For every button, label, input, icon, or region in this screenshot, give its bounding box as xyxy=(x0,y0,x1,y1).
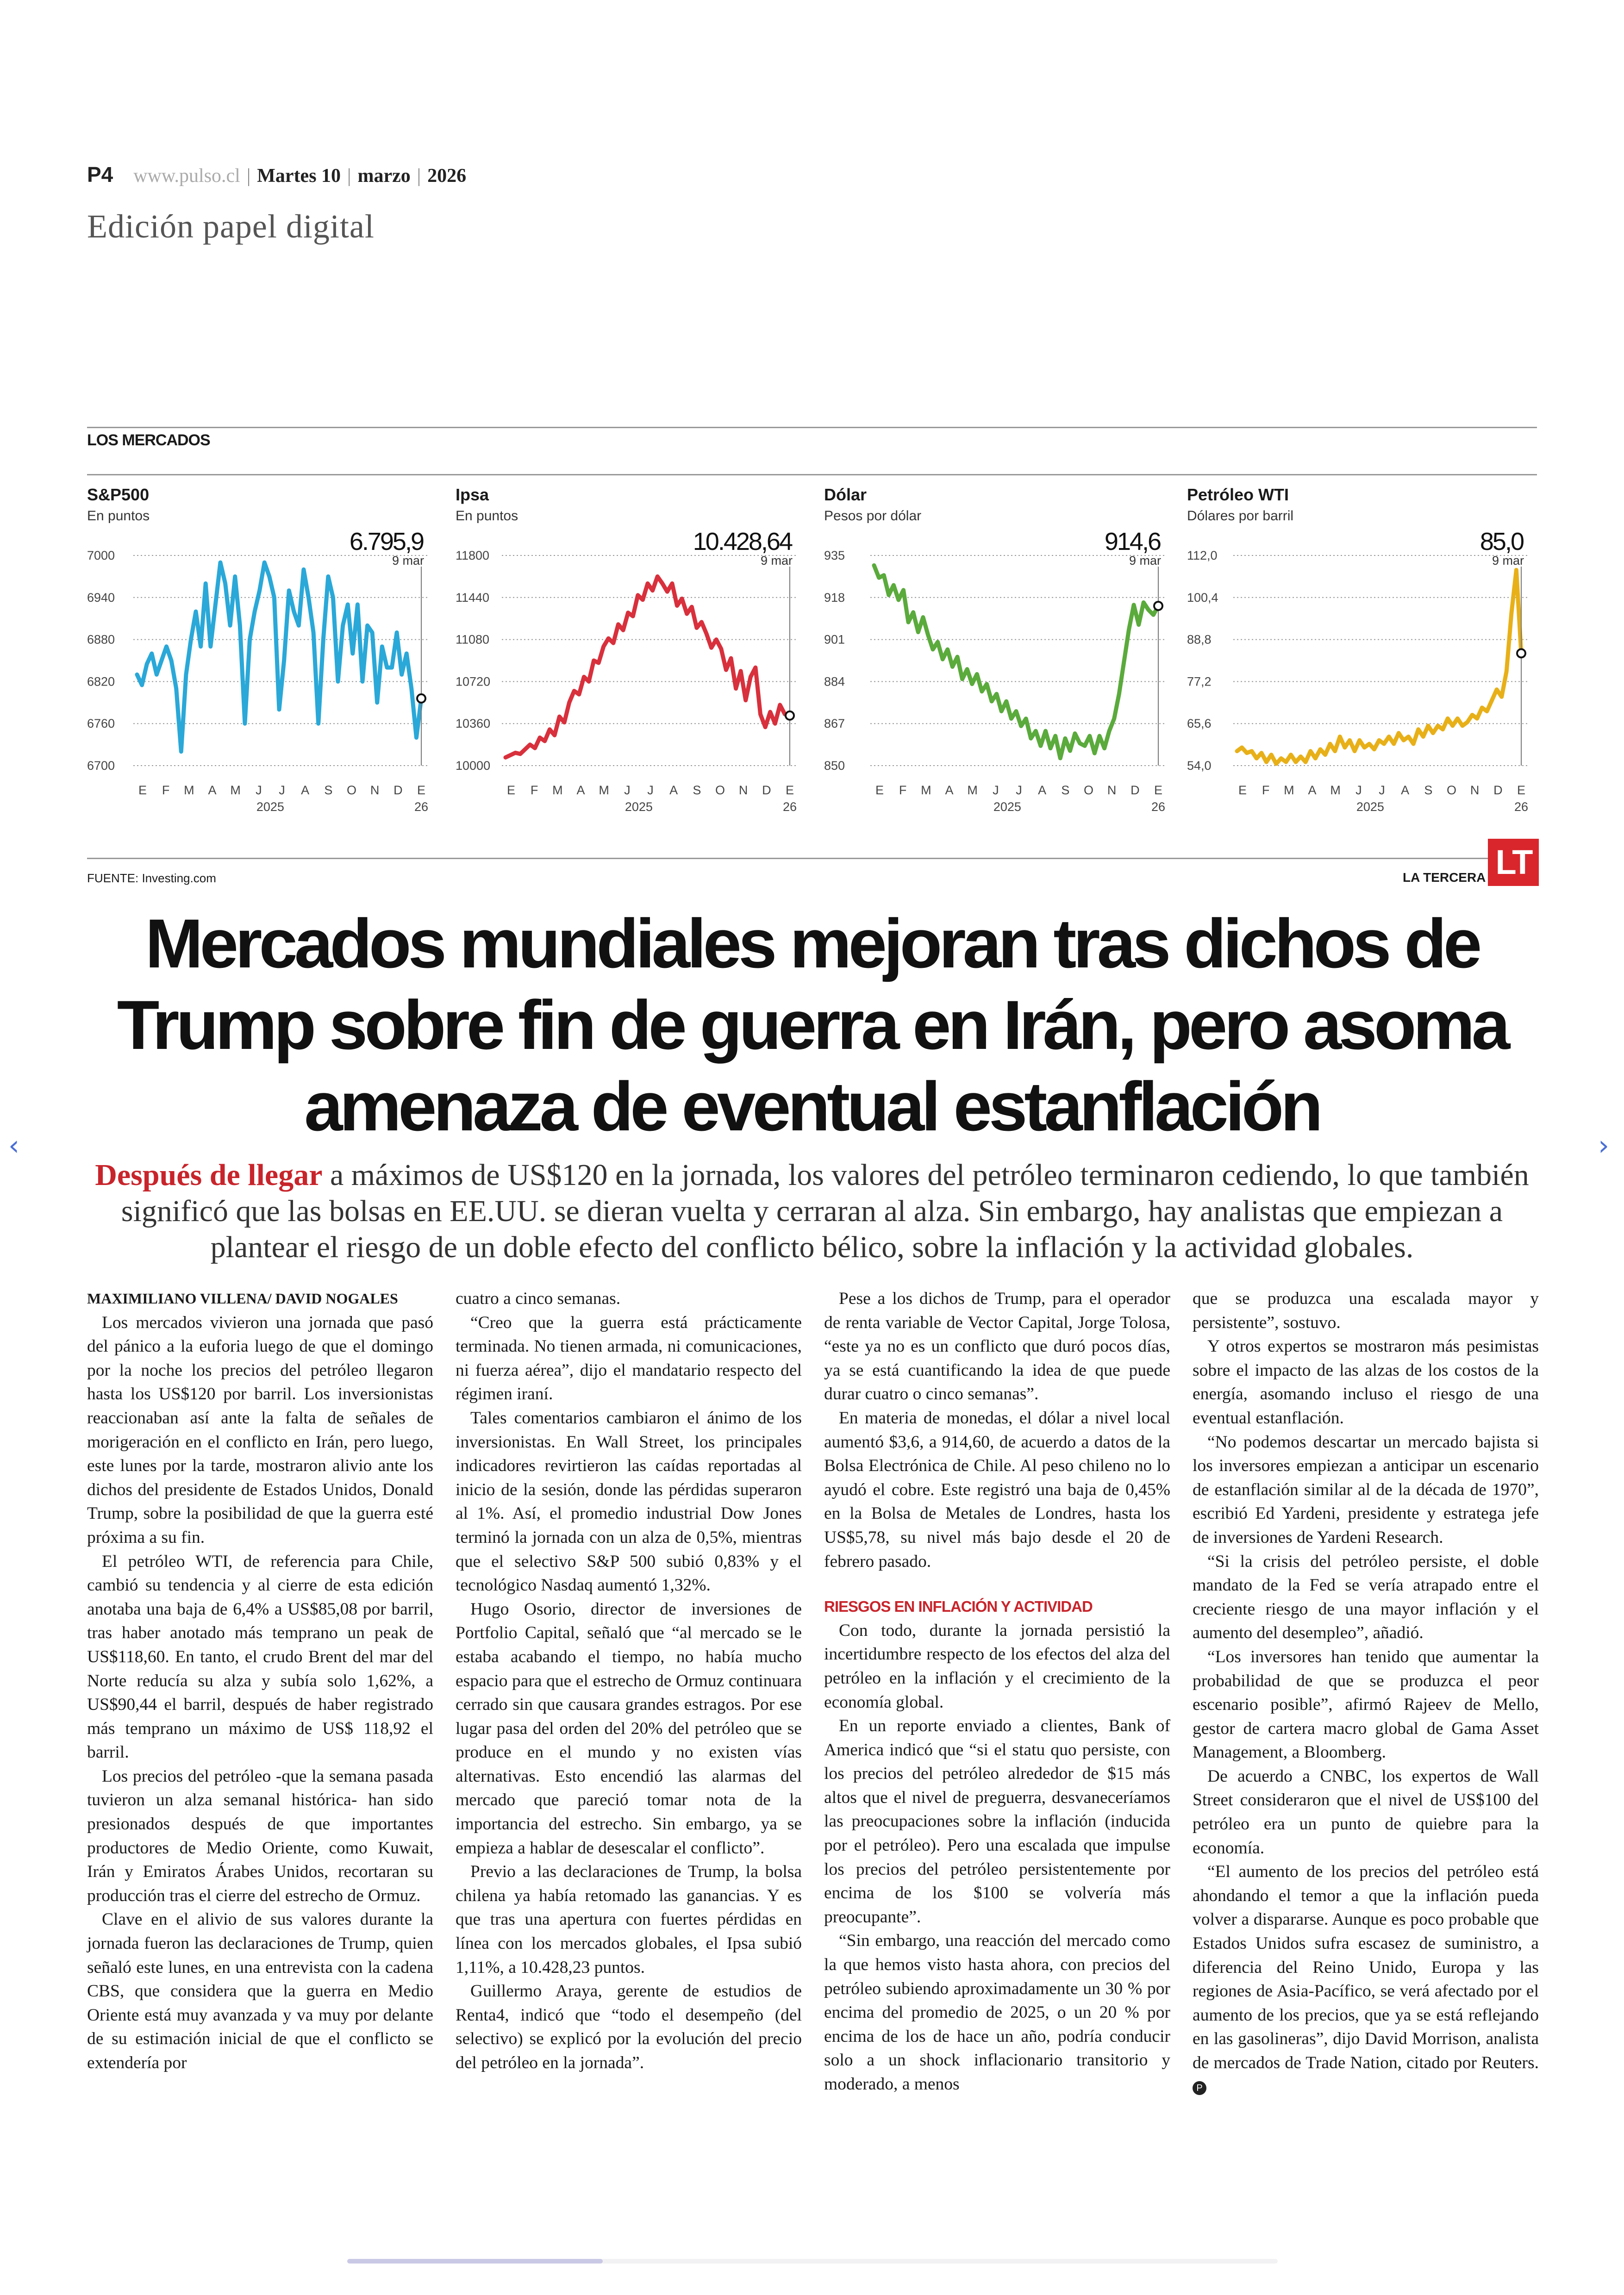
x-tick-label: J xyxy=(279,783,285,797)
x-tick-label: O xyxy=(346,783,357,797)
paragraph: El petróleo WTI, de referencia para Chile, cambió su tendencia y al cierre de esta edición anotaba una baja de 6,4% a US$85,08 por barril, tras haber anotado más temprano un peak de US$118,60. En tanto, el crudo Brent del mar del Norte reducía su alza y subía solo 1,62%, a US$90,44 el barril, después de haber registrado más temprano un máximo de US$ 118,92 el barril. xyxy=(87,1552,433,1762)
y-tick-label: 10360 xyxy=(456,717,491,731)
x-tick-label: J xyxy=(1016,783,1022,797)
last-value-label: 914,6 xyxy=(1104,528,1160,555)
x-tick-label: M xyxy=(599,783,609,797)
x-tick-label: A xyxy=(945,783,954,797)
article-column-4 xyxy=(1193,1287,1539,2099)
last-value-label: 10.428,64 xyxy=(693,528,792,555)
paragraph xyxy=(1193,1860,1539,2099)
chart-unit: Pesos por dólar xyxy=(824,508,922,524)
x-tick-label: M xyxy=(921,783,931,797)
chart-title: Ipsa xyxy=(456,485,489,504)
x-tick-label: J xyxy=(993,783,999,797)
y-tick-label: 901 xyxy=(824,632,845,647)
x-tick-label: E xyxy=(1517,783,1526,797)
article-column-1 xyxy=(87,1287,433,2075)
section-subhead: RIESGOS EN INFLACIÓN Y ACTIVIDAD xyxy=(824,1598,1093,1615)
y-tick-label: 850 xyxy=(824,759,845,773)
series-line xyxy=(1237,570,1521,764)
y-tick-label: 884 xyxy=(824,674,845,689)
x-tick-label: A xyxy=(1401,783,1410,797)
divider xyxy=(87,858,1537,859)
article-lede xyxy=(93,1157,1531,1266)
chart-unit: En puntos xyxy=(456,508,518,524)
brand-logo: LT xyxy=(1488,839,1539,886)
series-line xyxy=(506,576,790,757)
x-tick-label: S xyxy=(1424,783,1433,797)
year-label: 26 xyxy=(1514,800,1529,814)
x-tick-label: E xyxy=(875,783,884,797)
year-label: 2025 xyxy=(993,800,1021,814)
page-header: P4 www.pulso.cl | Martes 10 | marzo | 2026 xyxy=(87,162,467,187)
y-tick-label: 11800 xyxy=(456,549,490,562)
year-label: 2025 xyxy=(1356,800,1384,814)
chevron-right-icon: › xyxy=(1598,1129,1609,1162)
x-tick-label: O xyxy=(1446,783,1457,797)
x-tick-label: O xyxy=(715,783,725,797)
x-tick-label: A xyxy=(669,783,678,797)
last-point xyxy=(417,694,425,703)
paragraph: Tales comentarios cambiaron el ánimo de los inversionistas. En Wall Street, los principales indicadores revirtieron las caídas reportadas al inicio de la sesión, donde las pérdidas superaron al 1%. Así, el promedio industrial Dow Jones terminó la jornada con un alza de 0,5%, mientras que el selectivo S&P 500 subió 0,83% y el tecnológico Nasdaq aumentó 1,32%. xyxy=(456,1408,802,1595)
paragraph: En un reporte enviado a clientes, Bank of America indicó que “si el statu quo persiste, con los precios del petróleo alrededor de $15 más altos que el nivel de preguerra, desvaneceríamos las preocupaciones sobre la inflación (inducida por el petróleo). Pero una escalada que impulse los precios del petróleo persistentemente por encima de los $100 se volvería más preocupante”. xyxy=(824,1716,1170,1927)
end-of-article-icon: P xyxy=(1193,2081,1206,2095)
paragraph: “Los inversores han tenido que aumentar la probabilidad de que se produzca el peor escenario posible”, afirmó Rajeev de Mello, gestor de cartera macro global de Gama Asset Management, a Bloomberg. xyxy=(1193,1647,1539,1762)
chart-svg xyxy=(87,485,439,814)
x-tick-label: O xyxy=(1083,783,1094,797)
x-tick-label: M xyxy=(967,783,978,797)
x-tick-label: E xyxy=(1154,783,1163,797)
paragraph: Y otros expertos se mostraron más pesimistas sobre el impacto de las alzas de los costos de la energía, asomando incluso el riesgo de una eventual estanflación. xyxy=(1193,1337,1539,1428)
y-tick-label: 6820 xyxy=(87,674,115,689)
x-tick-label: E xyxy=(417,783,426,797)
chart-4 xyxy=(1187,485,1539,814)
paragraph: “Sin embargo, una reacción del mercado como la que hemos visto hasta ahora, con precios del petróleo subiendo aproximadamente un 30 % por encima del promedio de 2025, o un 20 % por encima de los de hace un año, podría conducir solo a un shock inflacionario transitorio y moderado, a menos xyxy=(824,1931,1170,2094)
chart-title: Dólar xyxy=(824,485,867,504)
chart-unit: Dólares por barril xyxy=(1187,508,1294,524)
y-tick-label: 6700 xyxy=(87,759,115,773)
last-point xyxy=(1517,649,1525,657)
chart-2 xyxy=(456,485,807,814)
year-label: 2025 xyxy=(625,800,653,814)
x-tick-label: S xyxy=(693,783,701,797)
header-year: 2026 xyxy=(427,165,467,187)
x-tick-label: A xyxy=(1308,783,1317,797)
x-tick-label: S xyxy=(324,783,333,797)
paragraph: “Creo que la guerra está prácticamente terminada. No tienen armada, ni comunicaciones, ni fuerza aérea”, dijo el mandatario respecto del régimen iraní. xyxy=(456,1313,802,1404)
x-tick-label: D xyxy=(762,783,771,797)
paragraph: “Si la crisis del petróleo persiste, el doble mandato de la Fed se vería atrapado entre el creciente riesgo de una mayor inflación y el aumento del desempleo”, añadió. xyxy=(1193,1552,1539,1643)
last-date-label: 9 mar xyxy=(392,554,424,568)
article-column-3 xyxy=(824,1287,1170,2096)
site-url[interactable]: www.pulso.cl xyxy=(133,165,240,187)
prev-page-button[interactable] xyxy=(8,1129,19,1162)
paragraph: que se produzca una escalada mayor y persistente”, sostuvo. xyxy=(1193,1289,1539,1332)
x-tick-label: M xyxy=(230,783,241,797)
x-tick-label: E xyxy=(785,783,794,797)
chart-svg xyxy=(824,485,1176,814)
paragraph-text: “El aumento de los precios del petróleo está ahondando el temor a que la inflación pueda volver a dispararse. Aunque es poco probable que Estados Unidos sufra escasez de suministro, a diferencia del Reino Unido, Europa y las regiones de Asia-Pacífico, se verá afectado por el aumento de los precios, que ya se está reflejando en las gasolineras”, dijo David Morrison, analista de mercados de Trade Nation, citado por Reuters. xyxy=(1193,1862,1539,2072)
chart-3 xyxy=(824,485,1176,814)
x-tick-label: S xyxy=(1061,783,1070,797)
last-date-label: 9 mar xyxy=(1129,554,1161,568)
x-tick-label: F xyxy=(530,783,538,797)
last-point xyxy=(786,711,794,720)
y-tick-label: 935 xyxy=(824,549,845,562)
header-day: Martes 10 xyxy=(257,165,341,187)
chart-svg xyxy=(456,485,807,814)
last-point xyxy=(1154,602,1162,610)
paragraph: Clave en el alivio de sus valores durante la jornada fueron las declaraciones de Trump, quien señaló este lunes, en una entrevista con la cadena CBS, que considera que la guerra en Medio Oriente está muy avanzada y va muy por delante de su estimación inicial de que el conflicto se extendería por xyxy=(87,1910,433,2072)
last-date-label: 9 mar xyxy=(760,554,793,568)
lede-lead-in: Después de llegar xyxy=(95,1158,323,1192)
paragraph: De acuerdo a CNBC, los expertos de Wall Street consideraron que el nivel de US$100 del petróleo era un punto de quiebre para la economía. xyxy=(1193,1766,1539,1858)
page-scrollbar[interactable] xyxy=(347,2259,1278,2264)
paragraph: Con todo, durante la jornada persistió la incertidumbre respecto de los efectos del alza del petróleo en la inflación y el crecimiento de la economía global. xyxy=(824,1621,1170,1712)
x-tick-label: E xyxy=(1238,783,1247,797)
chart-1 xyxy=(87,485,439,814)
paragraph: En materia de monedas, el dólar a nivel local aumentó $3,6, a 914,60, de acuerdo a datos de la Bolsa Electrónica de Chile. Al peso chileno no lo ayudó el cobre. Este registró una baja de 0,45% en la Bolsa de Metales de Londres, hasta los US$5,78, su nivel más bajo desde el 20 de febrero pasado. xyxy=(824,1408,1170,1571)
y-tick-label: 6880 xyxy=(87,632,115,647)
x-tick-label: A xyxy=(1038,783,1047,797)
x-tick-label: M xyxy=(1284,783,1294,797)
x-tick-label: A xyxy=(576,783,585,797)
y-tick-label: 6760 xyxy=(87,717,115,731)
y-tick-label: 112,0 xyxy=(1187,549,1218,562)
x-tick-label: M xyxy=(1330,783,1341,797)
x-tick-label: J xyxy=(1379,783,1385,797)
next-page-button[interactable] xyxy=(1598,1129,1609,1162)
x-tick-label: D xyxy=(1131,783,1140,797)
last-date-label: 9 mar xyxy=(1492,554,1524,568)
year-label: 26 xyxy=(414,800,429,814)
y-tick-label: 11440 xyxy=(456,590,490,605)
page-number: P4 xyxy=(87,162,113,187)
paragraph: Los mercados vivieron una jornada que pasó del pánico a la euforia luego de que el domingo por la noche los precios del petróleo llegaron hasta los US$120 por barril. Los inversionistas reaccionaban así ante la falta de señales de morigeración en el conflicto en Irán, pero luego, este lunes por la tarde, mostraron alivio ante los dichos del presidente de Estados Unidos, Donald Trump, sobre la posibilidad de que la guerra esté próxima a su fin. xyxy=(87,1313,433,1547)
header-month: marzo xyxy=(357,165,411,187)
x-tick-label: N xyxy=(738,783,748,797)
y-tick-label: 11080 xyxy=(456,632,490,647)
x-tick-label: F xyxy=(162,783,170,797)
lede-text: a máximos de US$120 en la jornada, los valores del petróleo terminaron cediendo, lo que también significó que las bolsas en EE.UU. se dieran vuelta y cerraran al alza. Sin embargo, hay analistas que empiezan a plantear el riesgo de un doble efecto del conflicto bélico, sobre la inflación y la actividad globales. xyxy=(121,1158,1529,1264)
y-tick-label: 10720 xyxy=(456,674,491,689)
x-tick-label: E xyxy=(138,783,147,797)
divider xyxy=(87,427,1537,428)
article-column-2 xyxy=(456,1287,802,2075)
article-headline: Mercados mundiales mejoran tras dichos de Trump sobre fin de guerra en Irán, pero asoma amenaza de eventual estanflación xyxy=(117,904,1507,1145)
chart-title: Petróleo WTI xyxy=(1187,485,1289,504)
x-tick-label: D xyxy=(394,783,403,797)
byline: MAXIMILIANO VILLENA/ DAVID NOGALES xyxy=(87,1290,398,1307)
year-label: 2025 xyxy=(256,800,284,814)
y-tick-label: 10000 xyxy=(456,759,491,773)
x-tick-label: J xyxy=(1355,783,1362,797)
edition-label: Edición papel digital xyxy=(87,208,375,245)
x-tick-label: D xyxy=(1493,783,1503,797)
year-label: 26 xyxy=(1151,800,1166,814)
y-tick-label: 77,2 xyxy=(1187,674,1212,689)
x-tick-label: M xyxy=(184,783,194,797)
y-tick-label: 6940 xyxy=(87,590,115,605)
chart-svg xyxy=(1187,485,1539,814)
chart-source: FUENTE: Investing.com xyxy=(87,871,216,885)
paragraph: Hugo Osorio, director de inversiones de Portfolio Capital, señaló que “al mercado se le estaba acabando el tiempo, no había mucho espacio para que el estrecho de Ormuz continuara cerrado sin que causara grandes estragos. Por ese lugar pasa del orden del 20% del petróleo que se produce en el mundo y no existen vías alternativas. Esto encendió las alarmas del mercado que pareció tomar nota de la importancia del estrecho. Sin embargo, ya se empieza a hablar de desescalar el conflicto”. xyxy=(456,1599,802,1858)
x-tick-label: M xyxy=(552,783,563,797)
divider xyxy=(87,474,1537,475)
chart-unit: En puntos xyxy=(87,508,150,524)
chevron-left-icon: ‹ xyxy=(8,1129,19,1162)
paragraph: cuatro a cinco semanas. xyxy=(456,1289,621,1308)
y-tick-label: 65,6 xyxy=(1187,717,1212,731)
scrollbar-thumb[interactable] xyxy=(347,2259,603,2264)
paragraph: Pese a los dichos de Trump, para el operador de renta variable de Vector Capital, Jorge Tolosa, “este ya no es un conflicto que duró pocos días, ya se está cuantificando la idea de que puede durar cuatro o cinco semanas”. xyxy=(824,1289,1170,1404)
markets-section-title: LOS MERCADOS xyxy=(87,431,210,449)
x-tick-label: A xyxy=(208,783,217,797)
y-tick-label: 867 xyxy=(824,717,845,731)
y-tick-label: 88,8 xyxy=(1187,632,1212,647)
x-tick-label: N xyxy=(1107,783,1117,797)
x-tick-label: J xyxy=(256,783,262,797)
chart-title: S&P500 xyxy=(87,485,150,504)
series-line xyxy=(874,565,1158,758)
x-tick-label: N xyxy=(1470,783,1480,797)
x-tick-label: J xyxy=(647,783,654,797)
y-tick-label: 100,4 xyxy=(1187,590,1218,605)
x-tick-label: N xyxy=(370,783,380,797)
paragraph: “No podemos descartar un mercado bajista si los inversores empiezan a anticipar un escenario de estanflación similar al de la década de 1970”, escribió Ed Yardeni, presidente y estratega jefe de inversiones de Yardeni Research. xyxy=(1193,1432,1539,1547)
x-tick-label: F xyxy=(899,783,907,797)
x-tick-label: F xyxy=(1262,783,1270,797)
year-label: 26 xyxy=(782,800,797,814)
last-value-label: 6.795,9 xyxy=(349,528,423,555)
last-value-label: 85,0 xyxy=(1480,528,1523,555)
x-tick-label: J xyxy=(624,783,631,797)
x-tick-label: A xyxy=(301,783,310,797)
paragraph: Guillermo Araya, gerente de estudios de Renta4, indicó que “todo el desempeño (del selectivo) se explicó por la evolución del precio del petróleo en la jornada”. xyxy=(456,1982,802,2072)
x-tick-label: E xyxy=(506,783,516,797)
y-tick-label: 918 xyxy=(824,590,845,605)
brand-name: LA TERCERA xyxy=(1403,870,1486,885)
y-tick-label: 54,0 xyxy=(1187,759,1212,773)
paragraph: Los precios del petróleo -que la semana pasada tuvieron un alza semanal histórica- han sido presionados después de que importantes productores de Medio Oriente, como Kuwait, Irán y Emiratos Árabes Unidos, recortaran su producción tras el cierre del estrecho de Ormuz. xyxy=(87,1766,433,1905)
paragraph: Previo a las declaraciones de Trump, la bolsa chilena ya había retomado las ganancias. Y es que tras una apertura con fuertes pérdidas en línea con los mercados globales, el Ipsa subió 1,11%, a 10.428,23 puntos. xyxy=(456,1862,802,1977)
y-tick-label: 7000 xyxy=(87,549,115,562)
